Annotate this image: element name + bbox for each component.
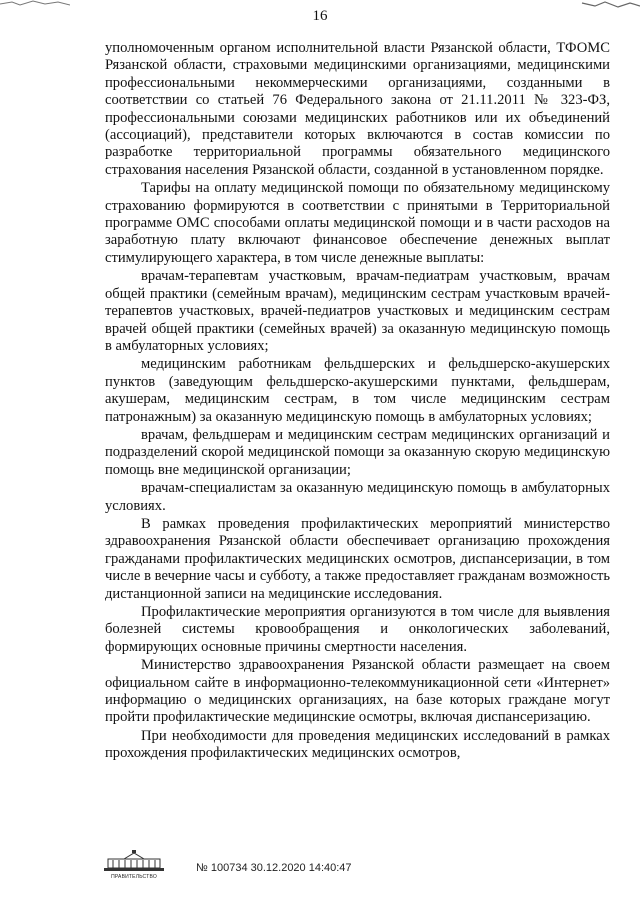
document-registration-stamp: № 100734 30.12.2020 14:40:47 [196,862,352,874]
document-body [105,40,610,764]
page-number: 16 [312,8,328,24]
scan-artifact-left [0,0,70,8]
list-item: врачам-терапевтам участковым, врачам-педиатрам участковым, врачам общей практики (семейным врачам), медицинским сестрам участковым врачей-терапевтов участковых, врачей-педиатров участковых и медицинским сестрам врачей общей практики (семейных врачей) за оказанную медицинскую помощь в амбулаторных условиях; [105,268,610,354]
paragraph: В рамках проведения профилактических мероприятий министерство здравоохранения Рязанской области обеспечивает организацию прохождения гражданами профилактических медицинских осмотров, диспансеризации, в том числе в вечерние часы и субботу, а также предоставляет гражданам возможность дистанционной записи на медицинские исследования. [105,515,610,602]
paragraph: Министерство здравоохранения Рязанской области размещает на своем официальном сайте в информационно-телекоммуникационной сети «Интернет» информацию о медицинских организациях, на базе которых граждане могут пройти профилактические медицинские осмотры, включая диспансеризацию. [105,657,610,726]
paragraph: Профилактические мероприятия организуются в том числе для выявления болезней системы кровообращения и онкологических заболеваний, формирующих основные причины смертности населения. [105,604,610,655]
paragraph: уполномоченным органом исполнительной власти Рязанской области, ТФОМС Рязанской области, страховыми медицинскими организациями, медицинскими профессиональными некоммерческими организациями, созданными в соответствии со статьей 76 Федерального закона от 21.11.2011 № 323-ФЗ, профессиональными союзами медицинских работников или их объединений (ассоциаций), представители которых включаются в состав комиссии по разработке территориальной программы обязательного медицинского страхования населения Рязанской области, созданной в установленном порядке. [105,40,610,178]
list-item: медицинским работникам фельдшерских и фельдшерско-акушерских пунктов (заведующим фельдшерско-акушерскими пунктами, фельдшерам, акушерам, медицинским сестрам, в том числе медицинским сестрам патронажным) за оказанную медицинскую помощь в амбулаторных условиях; [105,356,610,425]
list-item: врачам-специалистам за оказанную медицинскую помощь в амбулаторных условиях. [105,480,610,514]
paragraph: Тарифы на оплату медицинской помощи по обязательному медицинскому страхованию формируются в соответствии с принятыми в Территориальной программе ОМС способами оплаты медицинской помощи и в части расходов на заработную плату включают финансовое обеспечение денежных выплат стимулирующего характера, в том числе денежные выплаты: [105,180,610,266]
list-item: врачам, фельдшерам и медицинским сестрам медицинских организаций и подразделений скорой медицинской помощи за оказанную скорую медицинскую помощь вне медицинской организации; [105,426,610,478]
government-building-icon [100,850,168,874]
stamp-caption: ПРАВИТЕЛЬСТВО [111,874,157,880]
paragraph: При необходимости для проведения медицинских исследований в рамках прохождения профилактических медицинских осмотров, [105,727,610,762]
